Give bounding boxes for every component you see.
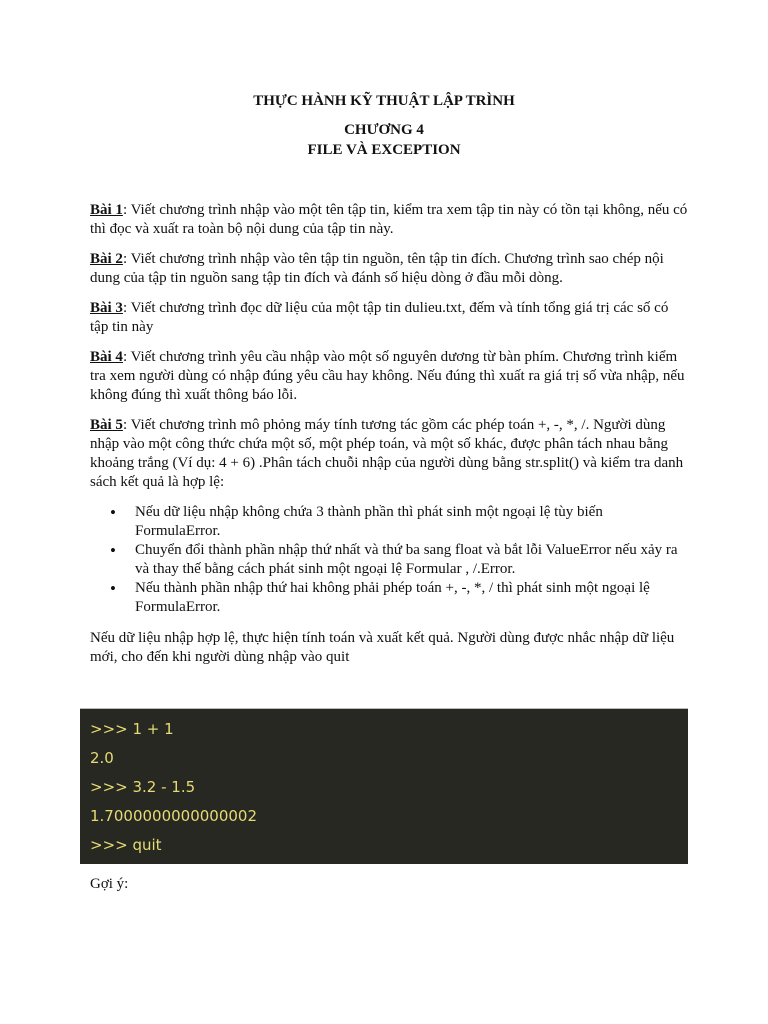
exercise-2 [90, 250, 690, 288]
list-item: • Nếu dữ liệu nhập không chứa 3 thành phần thì phát sinh một ngoại lệ tùy biến FormulaError. [90, 503, 690, 541]
exercise-text: : Viết chương trình nhập vào một tên tập tin, kiểm tra xem tập tin này có tồn tại không, nếu có thì đọc và xuất ra toàn bộ nội dung của tập tin này. [90, 202, 688, 237]
console-line: >>> 1 + 1 [90, 720, 174, 738]
exercise-text: : Viết chương trình yêu cầu nhập vào một số nguyên dương từ bàn phím. Chương trình kiểm tra xem người dùng có nhập đúng yêu cầu hay không. Nếu đúng thì xuất ra giá trị số vừa nhập, nếu không đúng thì xuất thông báo lỗi. [90, 349, 685, 403]
console-line: 2.0 [90, 749, 114, 767]
exercise-5 [90, 416, 690, 492]
console-example [80, 708, 688, 864]
document-title: THỰC HÀNH KỸ THUẬT LẬP TRÌNH [253, 93, 515, 109]
exercise-label: Bài 2 [90, 251, 123, 267]
chapter-heading: CHƯƠNG 4 [344, 122, 424, 138]
exercise-4 [90, 348, 690, 405]
closing-paragraph: Nếu dữ liệu nhập hợp lệ, thực hiện tính toán và xuất kết quả. Người dùng được nhắc nhập dữ liệu mới, cho đến khi người dùng nhập vào quit [90, 630, 675, 665]
console-line: 1.7000000000000002 [90, 807, 258, 825]
exercise-text: : Viết chương trình nhập vào tên tập tin nguồn, tên tập tin đích. Chương trình sao chép nội dung của tập tin nguồn sang tập tin đích và đánh số hiệu dòng ở đầu mỗi dòng. [90, 251, 664, 286]
list-item: • Nếu thành phần nhập thứ hai không phải phép toán +, -, *, / thì phát sinh một ngoại lệ FormulaError. [90, 579, 690, 617]
exercise-3 [90, 299, 690, 337]
exercise-label: Bài 4 [90, 349, 123, 365]
exercise-label: Bài 3 [90, 300, 123, 316]
console-line: >>> quit [90, 836, 162, 854]
exercise-label: Bài 5 [90, 417, 123, 433]
exercise-text: : Viết chương trình đọc dữ liệu của một tập tin dulieu.txt, đếm và tính tổng giá trị các số có tập tin này [90, 300, 669, 335]
chapter-subtitle: FILE VÀ EXCEPTION [307, 142, 461, 158]
exercise-1 [90, 201, 690, 239]
exercise-label: Bài 1 [90, 202, 123, 218]
console-line: >>> 3.2 - 1.5 [90, 778, 196, 796]
exercise-text: : Viết chương trình mô phỏng máy tính tương tác gồm các phép toán +, -, *, /. Người dùng nhập vào một công thức chứa một số, một phép toán, và một số khác, được phân tách nhau bằng khoảng trắng (Ví dụ: 4 + 6) .Phân tách chuỗi nhập của người dùng bằng str.split() và kiểm tra danh sách kết quả là hợp lệ: [90, 417, 684, 490]
requirements-list [90, 503, 690, 617]
hint-label: Gợi ý: [90, 876, 129, 892]
list-item: • Chuyển đổi thành phần nhập thứ nhất và thứ ba sang float và bắt lỗi ValueError nếu xảy ra và thay thế bằng cách phát sinh một ngoại lệ Formular , /.Error. [90, 541, 690, 579]
